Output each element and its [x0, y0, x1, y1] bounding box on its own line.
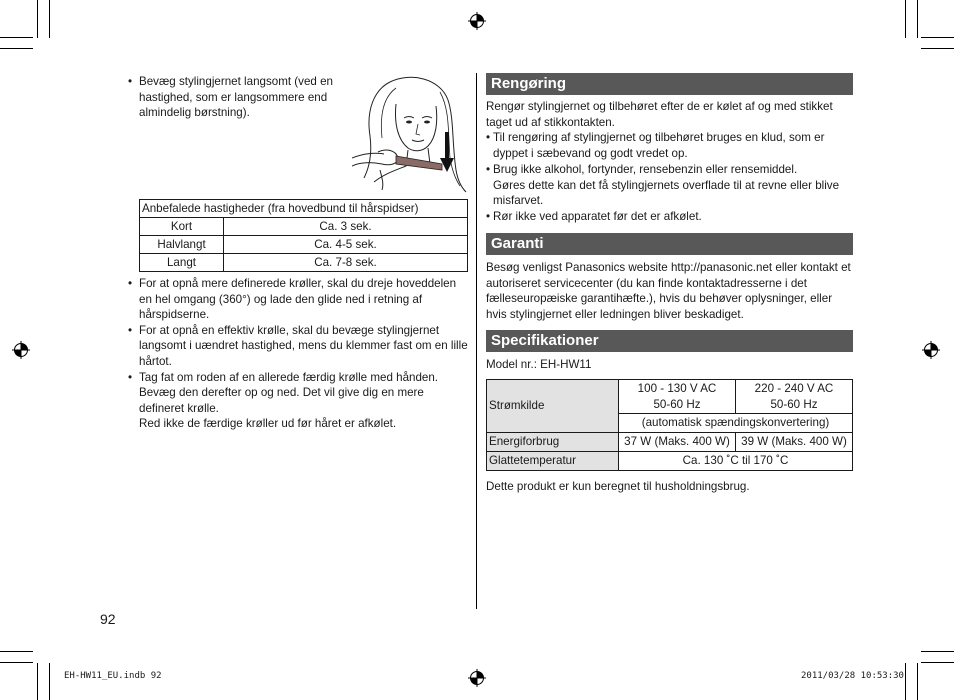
list-item-note: Gøres dette kan det få stylingjernets overflade til at revne eller blive misfarvet. — [493, 178, 840, 208]
registration-mark-bottom-icon — [468, 669, 486, 687]
warranty-text: Besøg venligst Panasonics website http://panasonic.net eller kontakt et autoriseret servicecenter (du kan finde kontaktadresserne i det fælleseuropæiske garantihæfte.), hvis du behøver oplysninger, eller hvis stylingjernet eller ledningen bliver beskadiget. — [486, 261, 851, 322]
household-note: Dette produkt er kun beregnet til husholdningsbrug. — [486, 480, 750, 493]
energy-value-b: 39 W (Maks. 400 W) — [736, 433, 853, 452]
intro-bullet: • Bevæg stylingjernet langsomt (ved en hastighed, som er langsommere end almindelig børstning). — [128, 75, 333, 120]
registration-mark-right-icon — [922, 341, 940, 359]
cleaning-intro: Rengør stylingjernet og tilbehøret efter de er kølet af og med stikket taget ud af stikkontakten. — [486, 100, 833, 129]
section-title-cleaning: Rengøring — [486, 73, 853, 95]
specifications-table — [486, 379, 853, 471]
list-item: • For at opnå mere definerede krøller, skal du dreje hoveddelen en hel omgang (360°) og lade den glide ned i retning af hårspidserne. — [128, 277, 457, 322]
speed-table — [139, 199, 468, 272]
intro-bullet-list — [128, 74, 343, 121]
table-row — [140, 218, 468, 236]
registration-mark-top-icon — [468, 12, 486, 30]
footer-file-info: EH-HW11_EU.indb 92 — [64, 671, 162, 681]
cleaning-section — [486, 99, 854, 225]
section-title-warranty: Garanti — [486, 233, 853, 255]
speed-value: Ca. 4-5 sek. — [224, 236, 468, 254]
speed-label: Langt — [140, 254, 224, 272]
column-divider — [476, 73, 477, 609]
section-title-specifications: Specifikationer — [486, 330, 853, 352]
speed-value: Ca. 3 sek. — [224, 218, 468, 236]
intro-bullet-text: Bevæg stylingjernet langsomt (ved en hastighed, som er langsommere end almindelig børstning). — [139, 75, 333, 120]
page-number: 92 — [100, 611, 116, 627]
list-item: • Til rengøring af stylingjernet og tilbehøret bruges en klud, som er dyppet i sæbevand og godt vredet op. — [486, 131, 825, 161]
speed-table-header: Anbefalede hastigheder (fra hovedbund til hårspidser) — [140, 200, 468, 218]
energy-value-a: 37 W (Maks. 400 W) — [619, 433, 736, 452]
table-row — [140, 254, 468, 272]
temperature-value: Ca. 130 ˚C til 170 ˚C — [619, 452, 853, 471]
table-row — [487, 452, 853, 471]
list-item: • Rør ikke ved apparatet før det er afkølet. — [486, 209, 702, 223]
power-value-b: 220 - 240 V AC 50-60 Hz — [736, 380, 853, 414]
power-note: (automatisk spændingskonvertering) — [619, 414, 853, 433]
model-number: Model nr.: EH-HW11 — [486, 358, 592, 371]
power-label: Strømkilde — [487, 380, 619, 433]
registration-mark-left-icon — [12, 341, 30, 359]
styling-illustration — [352, 74, 468, 194]
table-row — [140, 236, 468, 254]
table-row — [487, 433, 853, 452]
speed-label: Kort — [140, 218, 224, 236]
table-row — [487, 380, 853, 414]
footer-timestamp: 2011/03/28 10:53:30 — [801, 671, 904, 681]
power-value-a: 100 - 130 V AC 50-60 Hz — [619, 380, 736, 414]
list-item-note: Red ikke de færdige krøller ud før håret er afkølet. — [139, 417, 397, 431]
list-item: • Tag fat om roden af en allerede færdig krølle med hånden. Bevæg den derefter op og ned. Det vil give dig en mere defineret krølle. Red ikke de færdige krøller ud før håret er afkølet. — [128, 370, 468, 432]
energy-label: Energiforbrug — [487, 433, 619, 452]
speed-label: Halvlangt — [140, 236, 224, 254]
temperature-label: Glattetemperatur — [487, 452, 619, 471]
list-item: • Brug ikke alkohol, fortynder, rensebenzin eller rensemiddel. Gøres dette kan det få stylingjernets overflade til at revne eller blive misfarvet. — [486, 162, 854, 209]
list-item: • For at opnå en effektiv krølle, skal du bevæge stylingjernet langsomt i uændret hastighed, mens du klemmer fast om en lille hårtot. — [128, 323, 468, 368]
speed-value: Ca. 7-8 sek. — [224, 254, 468, 272]
tips-bullet-list — [128, 276, 468, 432]
